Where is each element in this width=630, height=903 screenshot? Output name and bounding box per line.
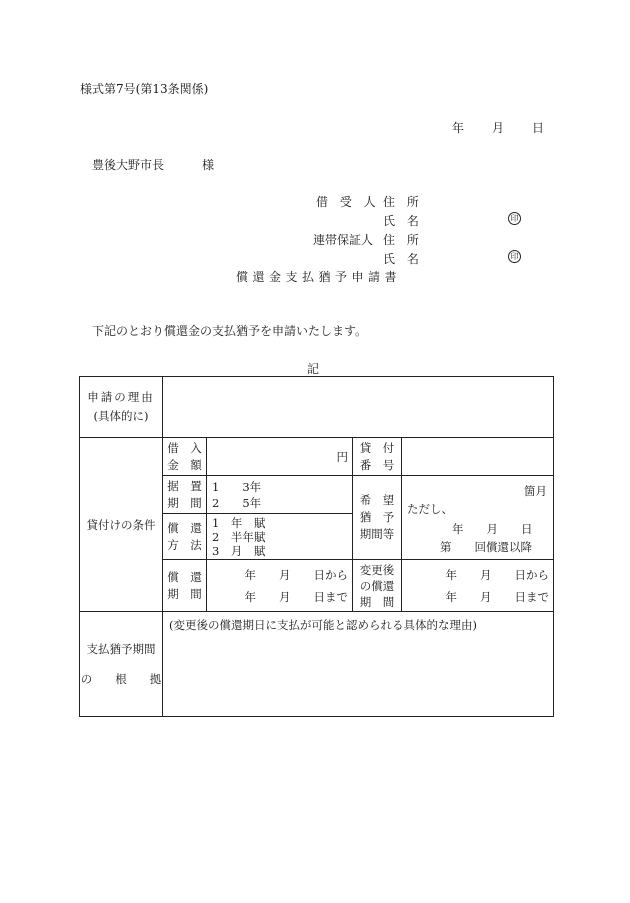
changed-label-2: の償還: [359, 578, 395, 593]
reason-row: [80, 377, 554, 438]
deferment-options[interactable]: [207, 476, 353, 514]
deferment-label-cell: [163, 476, 207, 514]
yen-unit: 円: [336, 449, 348, 464]
repayment-method-label-1: 償 還: [167, 520, 202, 535]
repayment-period-label-1: 償 還: [167, 569, 202, 584]
addressee-name: 豊後大野市長: [92, 158, 165, 172]
date-month-label: 月: [492, 121, 505, 135]
months-suffix: 箇月: [524, 483, 547, 498]
period-from: 年 月 日から: [244, 567, 348, 582]
desired-date: 年 月 日: [452, 521, 533, 536]
deferment-option-5yr[interactable]: 2 5年: [212, 495, 262, 510]
loan-amount-label-1: 借 入: [167, 440, 202, 455]
date-day-label: 日: [532, 121, 545, 135]
addressee-suffix: 様: [202, 158, 215, 172]
repayment-method-label-cell: [163, 514, 207, 560]
reason-sublabel: (具体的に): [93, 409, 149, 423]
loan-amount-label-2: 金 額: [167, 457, 202, 472]
guarantor-seal-icon: 印: [508, 250, 521, 263]
repayment-period-label-cell: [163, 560, 207, 612]
basis-label-1: 支払猶予期間: [86, 642, 156, 656]
addressee: [92, 156, 214, 173]
repayment-period-label-2: 期 間: [167, 586, 202, 601]
repayment-method-label-2: 方 法: [167, 537, 202, 552]
basis-row: [80, 612, 554, 717]
deferment-label-2: 期 間: [167, 495, 202, 510]
ki-heading: 記: [307, 362, 320, 376]
desired-label-2: 猶 予: [359, 510, 395, 524]
form-number: 様式第7号(第13条関係): [80, 82, 209, 96]
deferment-option-3yr[interactable]: 1 3年: [212, 479, 262, 494]
loan-number-label-cell: [353, 438, 402, 476]
desired-label-3: 期間等: [359, 527, 395, 541]
loan-conditions-label-cell: [80, 438, 163, 612]
basis-label-cell: [80, 612, 163, 717]
loan-number-label-2: 番 号: [359, 457, 395, 472]
intro-text: 下記のとおり償還金の支払猶予を申請いたします。: [92, 324, 368, 338]
loan-number-label-1: 貸 付: [359, 440, 395, 455]
application-table: [79, 376, 554, 717]
borrower-seal-icon: 印: [508, 212, 521, 225]
changed-period-label-cell: [353, 560, 402, 612]
borrower-name-label: 氏 名: [383, 214, 423, 228]
borrower-label: 借 受 人: [316, 195, 380, 209]
reason-label-cell: [80, 377, 163, 438]
guarantor-address-label: 住 所: [383, 233, 423, 247]
changed-to: 年 月 日まで: [445, 589, 549, 604]
borrower-address-label: 住 所: [383, 195, 423, 209]
loan-amount-input[interactable]: [207, 438, 353, 476]
reason-label: 申請の理由: [87, 390, 155, 404]
repayment-period-input[interactable]: [207, 560, 353, 612]
changed-from: 年 月 日から: [445, 567, 549, 582]
application-date: [452, 119, 544, 136]
however-text: ただし、: [407, 501, 453, 516]
changed-label-3: 期 間: [359, 594, 395, 609]
basis-label-2: の 根 拠: [80, 672, 162, 686]
desired-period-input[interactable]: [402, 476, 554, 560]
repayment-option-annual[interactable]: 1 年 賦: [212, 515, 266, 530]
guarantor-label: 連帯保証人: [313, 233, 374, 247]
repayment-option-monthly[interactable]: 3 月 賦: [212, 543, 266, 558]
period-to: 年 月 日まで: [244, 589, 348, 604]
date-year-label: 年: [452, 121, 465, 135]
deferment-label-1: 据 置: [167, 478, 202, 493]
repayment-option-semiannual[interactable]: 2 半年賦: [212, 529, 266, 544]
guarantor-name-label: 氏 名: [383, 252, 423, 266]
changed-label-1: 変更後: [359, 562, 395, 577]
loan-amount-row: [80, 438, 554, 476]
document-title: 償還金支払猶予申請書: [236, 270, 402, 284]
changed-period-input[interactable]: [402, 560, 554, 612]
loan-number-input[interactable]: [402, 438, 554, 476]
repayment-method-options[interactable]: [207, 514, 353, 560]
desired-installment: 第 回償還以降: [440, 539, 532, 554]
desired-label-1: 希 望: [359, 493, 395, 507]
reason-input[interactable]: [163, 377, 554, 438]
basis-note: (変更後の償還期日に支払が可能と認められる具体的な理由): [169, 618, 477, 632]
basis-input[interactable]: [163, 612, 554, 717]
loan-conditions-label: 貸付けの条件: [86, 517, 156, 532]
desired-label-cell: [353, 476, 402, 560]
loan-amount-label-cell: [163, 438, 207, 476]
